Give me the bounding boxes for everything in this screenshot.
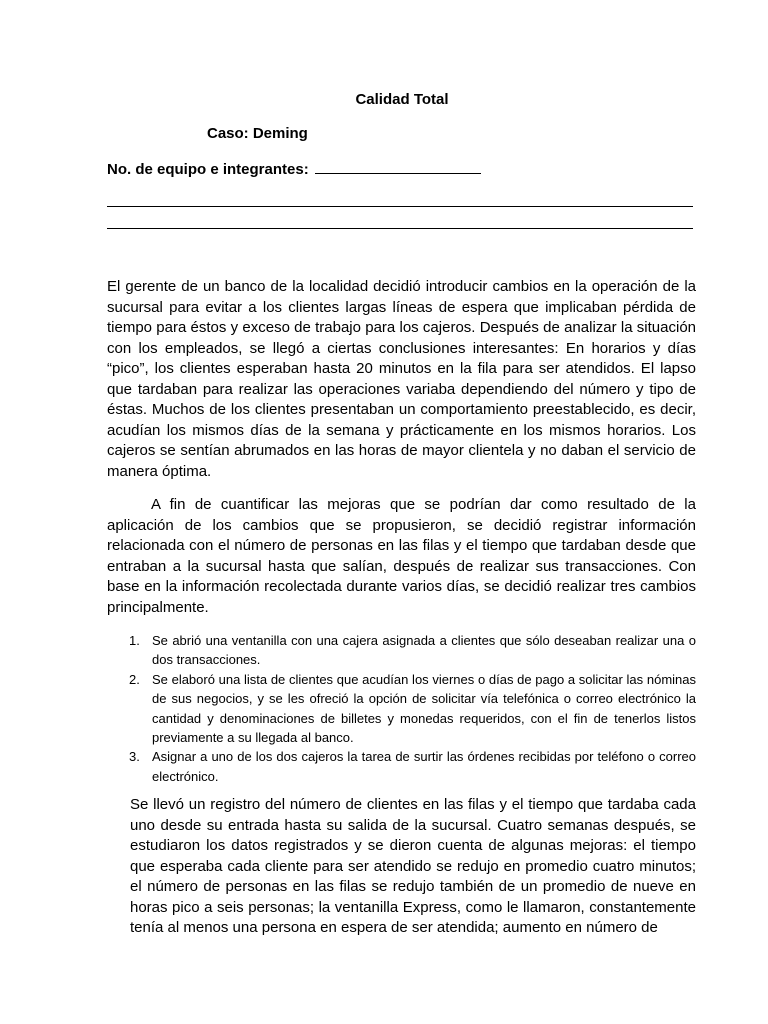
paragraph-1: El gerente de un banco de la localidad decidió introducir cambios en la operación de la sucursal para evitar a los clientes largas líneas de espera que implicaban pérdida de tiempo para éstos y exceso de trabajo para los cajeros. Después de analizar la situación con los empleados, se llegó a ciertas conclusiones interesantes: En horarios y días “pico”, los clientes esperaban hasta 20 minutos en la fila para ser atendidos. El lapso que tardaban para realizar las operaciones variaba dependiendo del número y tipo de éstas. Muchos de los clientes presentaban un comportamiento preestablecido, es decir, acudían los mismos días de la semana y prácticamente en los mismos horarios. Los cajeros se sentían abrumados en las horas de mayor clientela y no daban el servicio de manera óptima. bbox=[107, 278, 696, 480]
list-item bbox=[129, 631, 696, 670]
list-item-number: 3. bbox=[129, 749, 140, 765]
blank-line-1[interactable] bbox=[107, 206, 693, 207]
team-label: No. de equipo e integrantes: bbox=[107, 161, 309, 178]
blank-line-2[interactable] bbox=[107, 228, 693, 229]
team-field bbox=[107, 159, 481, 179]
list-item-number: 1. bbox=[129, 633, 140, 648]
list-item bbox=[129, 747, 696, 786]
list-item-number: 2. bbox=[129, 671, 140, 687]
changes-list bbox=[129, 631, 696, 786]
paragraph-2: A fin de cuantificar las mejoras que se podrían dar como resultado de la aplicación de los cambios que se propusieron, se decidió registrar información relacionada con el número de personas en las filas y el tiempo que tardaban desde que entraban a la sucursal hasta que salían, después de realizar sus transacciones. Con base en la información recolectada durante varios días, se decidió realizar tres cambios principalmente. bbox=[107, 496, 696, 616]
case-heading: Caso: Deming bbox=[207, 125, 308, 142]
list-item-text: Se abrió una ventanilla con una cajera asignada a clientes que sólo deseaban realizar una o dos transacciones. bbox=[152, 633, 696, 668]
document-title: Calidad Total bbox=[355, 91, 449, 108]
list-item-text: Asignar a uno de los dos cajeros la tarea de surtir las órdenes recibidas por teléfono o correo electrónico. bbox=[152, 749, 696, 784]
team-blank-line[interactable] bbox=[315, 159, 481, 174]
paragraph-3: Se llevó un registro del número de clientes en las filas y el tiempo que tardaba cada uno desde su entrada hasta su salida de la sucursal. Cuatro semanas después, se estudiaron los datos registrados y se dieron cuenta de algunas mejoras: el tiempo que esperaba cada cliente para ser atendido se redujo en promedio cuatro minutos; el número de personas en las filas se redujo también de un promedio de nueve en horas pico a seis personas; la ventanilla Express, como le llamaron, constantemente tenía al menos una persona en espera de ser atendida; aumento en número de bbox=[130, 796, 696, 936]
list-item-text: Se elaboró una lista de clientes que acudían los viernes o días de pago a solicitar las nóminas de sus negocios, y se les ofreció la opción de solicitar vía telefónica o correo electrónico la cantidad y denominaciones de billetes y monedas requeridos, con el fin de tenerlos listos previamente a su llegada al banco. bbox=[152, 671, 696, 746]
list-item bbox=[129, 670, 696, 748]
